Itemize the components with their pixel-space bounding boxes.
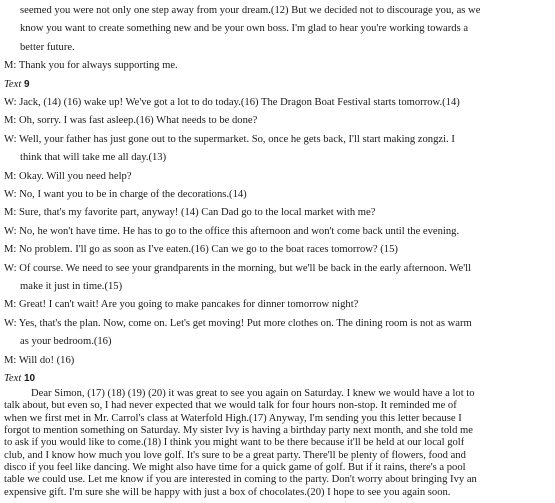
dialogue-line: W: Yes, that's the plan. Now, come on. Let's get moving! Put more clothes on. The dining room is not as warm xyxy=(4,317,472,329)
dialogue-line: W: Well, your father has just gone out to the supermarket. So, once he gets back, I'll start making zongzi. I xyxy=(4,133,455,145)
section-heading-number: 9 xyxy=(23,78,30,90)
dialogue-line: W: Of course. We need to see your grandparents in the morning, but we'll be back in the early afternoon. We'll xyxy=(4,262,472,274)
text-line: better future. xyxy=(20,41,75,53)
letter-line: club, and I know how much you love golf. It's sure to be a great party. There'll be plenty of flowers, food and xyxy=(4,449,466,461)
dialogue-line: as your bedroom.(16) xyxy=(20,336,112,348)
letter-line: expensive gift. I'm sure she will be happy with just a box of chocolates.(20) I hope to see you again soon. xyxy=(4,486,451,498)
dialogue-line: W: No, I want you to be in charge of the decorations.(14) xyxy=(4,189,247,200)
dialogue-line: make it just in time.(15) xyxy=(20,281,123,292)
section-heading-number: 10 xyxy=(23,373,36,384)
dialogue-line: M: Will do! (16) xyxy=(4,354,75,366)
dialogue-line: M: Oh, sorry. I was fast asleep.(16) What needs to be done? xyxy=(4,115,258,127)
letter-line: Dear Simon, (17) (18) (19) (20) it was great to see you again on Saturday. I knew we would have a lot to xyxy=(31,388,475,399)
dialogue-line: M: Great! I can't wait! Are you going to make pancakes for dinner tomorrow night? xyxy=(4,299,359,311)
dialogue-line: M: No problem. I'll go as soon as I've eaten.(16) Can we go to the boat races tomorrow? (15) xyxy=(4,244,398,256)
letter-line: to ask if you would like to come.(18) I think you might want to be there because it'll be held at our local golf xyxy=(4,437,465,449)
section-heading-text-10 xyxy=(4,370,35,387)
dialogue-line: M: Okay. Will you need help? xyxy=(4,170,132,182)
dialogue-line: M: Sure, that's my favorite part, anyway! (14) Can Dad go to the local market with me? xyxy=(4,207,376,219)
section-heading-label: Text xyxy=(4,78,22,90)
letter-line: disco if you feel like dancing. We might also have time for a quick game of golf. But if it rains, there's a pool xyxy=(4,462,466,474)
section-heading-label: Text xyxy=(4,373,22,384)
letter-line: table we could use. Let me know if you are interested in coming to the party. Don't worry about bringing Ivy an xyxy=(4,474,477,486)
letter-line: talk about, but even so, I had never expected that we would talk for four hours non-stop. It reminded me of xyxy=(4,400,457,412)
dialogue-line: think that will take me all day.(13) xyxy=(20,152,167,164)
dialogue-line: W: Jack, (14) (16) wake up! We've got a lot to do today.(16) The Dragon Boat Festival starts tomorrow.(14) xyxy=(4,97,460,108)
dialogue-line: W: No, he won't have time. He has to go to the office this afternoon and won't come back until the evening. xyxy=(4,225,460,237)
dialogue-line: M: Thank you for always supporting me. xyxy=(4,60,178,72)
section-heading-text-9 xyxy=(4,76,30,94)
text-line: seemed you were not only one step away from your dream.(12) But we decided not to discourage you, as we xyxy=(20,5,481,16)
letter-line: when we first met in Mr. Carrol's class at Waterfold High.(17) Anyway, I'm sending you this letter because I xyxy=(4,412,462,424)
text-line: know you want to create something new and be your own boss. I'm glad to hear you're working towards a xyxy=(20,23,469,35)
letter-line: forgot to mention something on Saturday. My sister Ivy is having a birthday party next month, and she told me xyxy=(4,425,474,437)
